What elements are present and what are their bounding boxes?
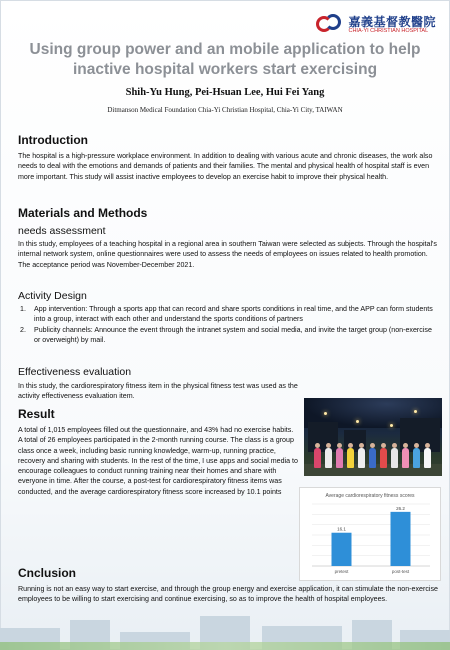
- list-item-text: App intervention: Through a sports app that can record and share sports conditions in real time, and the APP can form students into a group, interact with each other and understand the sports conditions of partners: [34, 305, 433, 324]
- list-item: [18, 304, 438, 325]
- activity-design-heading: Activity Design: [18, 290, 87, 302]
- chart-bar-post-test: [391, 512, 411, 566]
- introduction-heading: Introduction: [18, 133, 88, 147]
- result-text: A total of 1,015 employees filled out the questionnaire, and 43% had no exercise habits. A total of 26 employees participated in the 2-month running course. The class is a group class once a week, including basic running knowledge, warm-up, running practice, recovery and sharing with students. In the rest of the time, I use apps and social media to encourage colleagues to conduct running training near their homes and share with everyone in time. After the course, a post-test for cardiorespiratory fitness items was conducted, and the average cardiorespiratory fitness score increased by 10.1 points: [18, 426, 298, 496]
- chart-data-label: 16.1: [337, 526, 346, 532]
- chart-category-label: pretest: [334, 569, 349, 574]
- chart-category-label: post-test: [391, 569, 410, 574]
- logo-english-name: CHIA-YI CHRISTIAN HOSPITAL: [348, 27, 429, 34]
- effectiveness-evaluation-heading: Effectiveness evaluation: [18, 366, 132, 378]
- fitness-score-chart: [299, 487, 441, 581]
- city-skyline-decoration: [0, 608, 450, 650]
- running-group-photo: [304, 398, 442, 476]
- list-item: [18, 325, 438, 346]
- hospital-logo-icon: [316, 14, 344, 36]
- conclusion-heading: Cnclusion: [18, 566, 77, 580]
- affiliation: Ditmanson Medical Foundation Chia-Yi Christian Hospital, Chia-Yi City, TAIWAN: [107, 106, 343, 114]
- list-item-number: 1.: [20, 305, 26, 313]
- fitness-score-chart-svg: [300, 488, 440, 580]
- poster-title: Using group power and an mobile application to help inactive hospital workers start exercising: [29, 41, 421, 78]
- needs-assessment-heading: needs assessment: [18, 225, 106, 237]
- needs-assessment-text: In this study, employees of a teaching hospital in a regional area in southern Taiwan were selected as subjects. Through the hospital's internal network system, online questionnaires were used to assess the needs of employees on issues related to health promotion. The acceptance period was November-December 2021.: [18, 240, 437, 269]
- chart-bar-pretest: [332, 533, 352, 566]
- conclusion-text: Running is not an easy way to start exercise, and through the group energy and exercise application, it can stimulate the non-exercise employees to be willing to start exercising and continue exercising, so as to improve the health of hospital employees.: [18, 585, 438, 604]
- result-heading: Result: [18, 407, 55, 421]
- logo-chinese-name: 嘉義基督教醫院: [348, 14, 436, 29]
- effectiveness-evaluation-text: In this study, the cardiorespiratory fitness item in the physical fitness test was used as the activity effectiveness evaluation item.: [18, 382, 298, 401]
- introduction-text: The hospital is a high-pressure workplace environment. In addition to dealing with various acute and chronic diseases, the work also needs to deal with the emotions and demands of patients and their families. The mental and physical health of hospital staff is even more important. This study will assist inactive employees to develop an exercise habit to improve their physical health.: [18, 152, 433, 181]
- list-item-number: 2.: [20, 325, 26, 334]
- chart-title: Average cardiorespiratory fitness scores: [325, 493, 415, 499]
- authors: Shih-Yu Hung, Pei-Hsuan Lee, Hui Fei Yang: [125, 87, 325, 98]
- chart-data-label: 26.2: [396, 505, 405, 511]
- hospital-logo: [316, 14, 436, 36]
- methods-heading: Materials and Methods: [18, 206, 148, 220]
- activity-design-list: [18, 304, 438, 345]
- list-item-text: Publicity channels: Announce the event through the intranet system and social media, and invite the target group (non-exercise or overweight) by mail.: [34, 325, 432, 344]
